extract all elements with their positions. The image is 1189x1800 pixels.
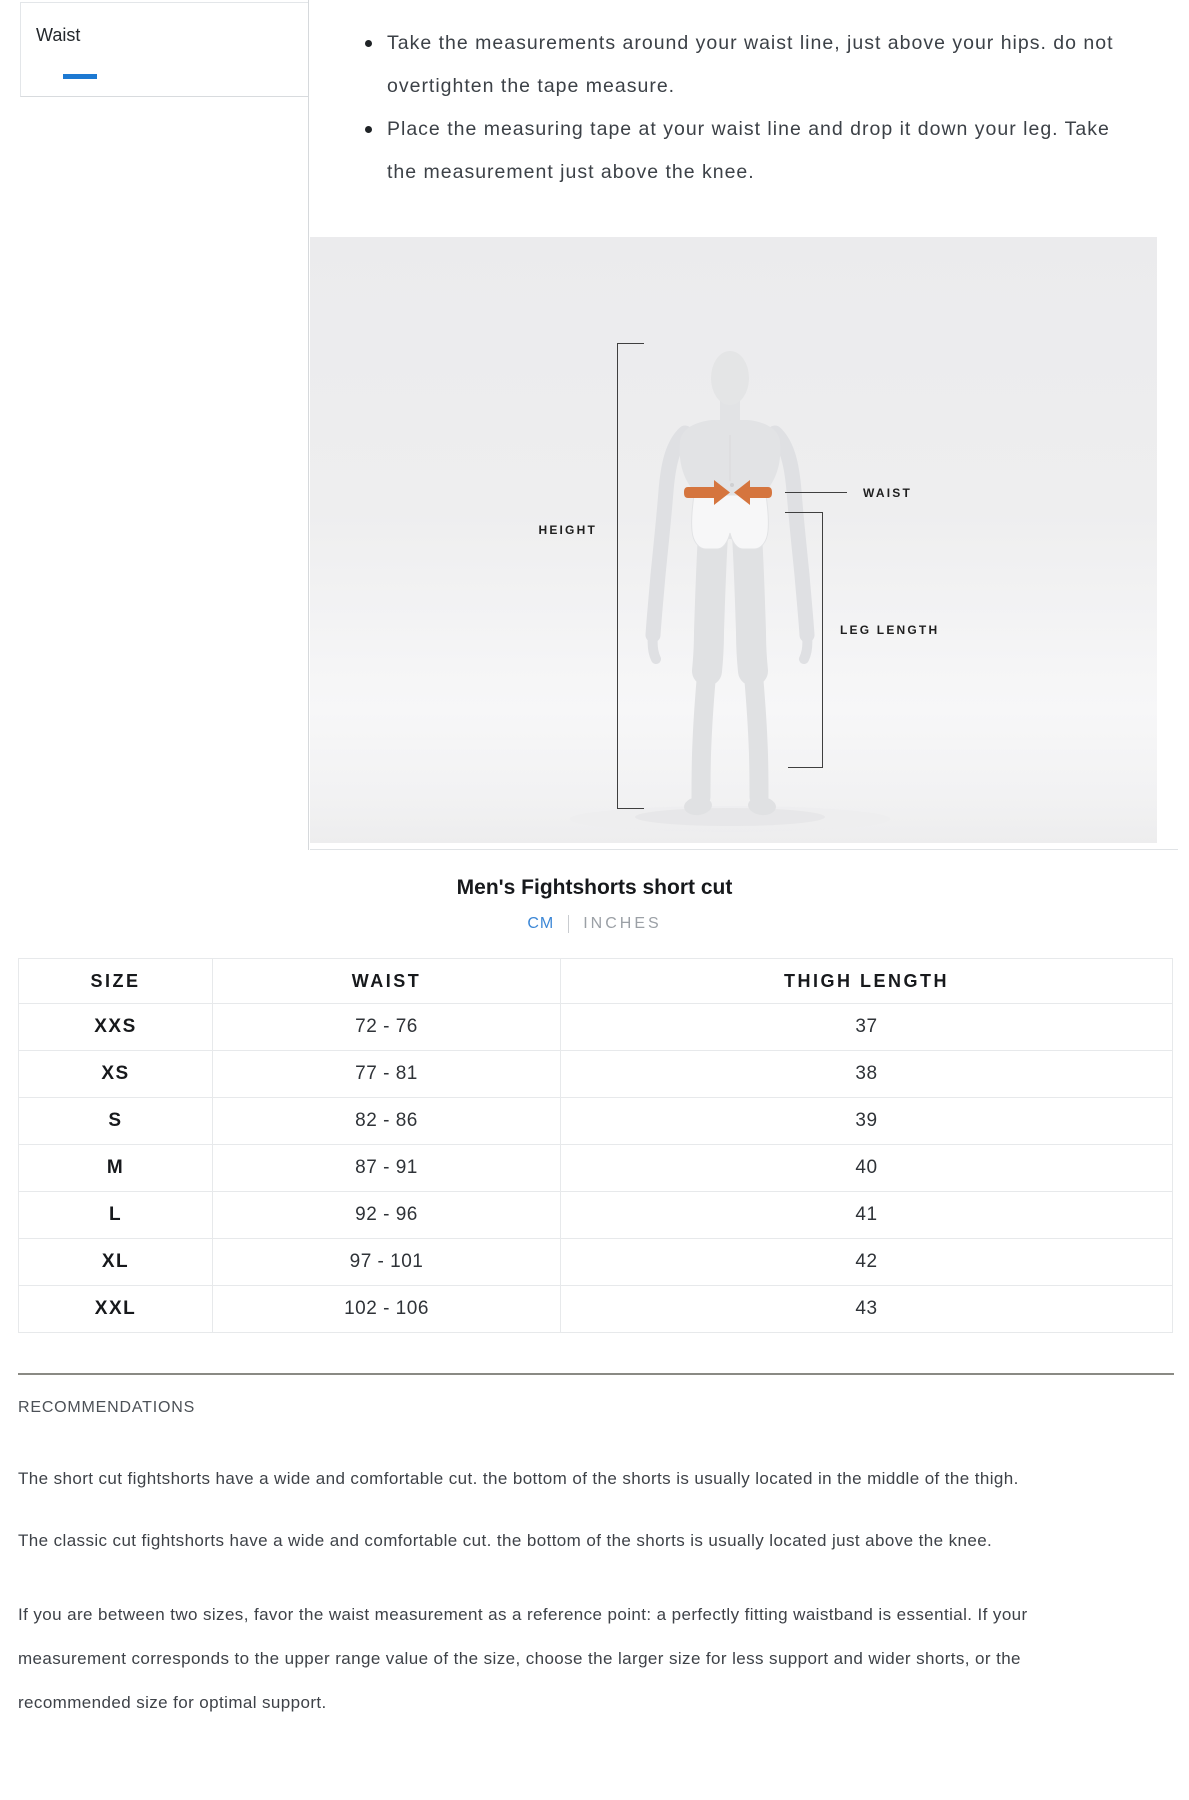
unit-cm-button[interactable]: CM: [527, 915, 555, 932]
table-header-row: [19, 959, 1173, 1004]
table-row: [19, 1004, 1173, 1051]
cell-waist: 82 - 86: [213, 1098, 561, 1145]
cell-size: L: [19, 1192, 213, 1239]
leg-length-tick-bottom: [788, 767, 822, 768]
instruction-text: Place the measuring tape at your waist line and drop it down your leg. Take the measurement just above the knee.: [387, 118, 1110, 183]
unit-inches-button[interactable]: INCHES: [583, 915, 662, 932]
recommendations-section: [0, 1397, 1189, 1725]
column-header-size: SIZE: [19, 959, 213, 1004]
column-header-waist: WAIST: [213, 959, 561, 1004]
recommendation-paragraph: The short cut fightshorts have a wide and comfortable cut. the bottom of the shorts is usually located in the middle of the thigh.: [18, 1469, 1019, 1488]
cell-waist: 102 - 106: [213, 1286, 561, 1333]
table-row: [19, 1192, 1173, 1239]
cell-thigh-length: 42: [561, 1239, 1173, 1286]
section-separator: [18, 1373, 1174, 1375]
table-row: [19, 1098, 1173, 1145]
cell-thigh-length: 38: [561, 1051, 1173, 1098]
cell-size: XXL: [19, 1286, 213, 1333]
size-table: [18, 958, 1173, 1333]
table-row: [19, 1286, 1173, 1333]
cell-thigh-length: 41: [561, 1192, 1173, 1239]
list-item: [364, 108, 1126, 194]
tab-waist-label: Waist: [36, 25, 81, 45]
panel-divider: [308, 0, 309, 850]
active-tab-indicator: [63, 74, 97, 79]
unit-toggle: [0, 914, 1189, 934]
cell-thigh-length: 37: [561, 1004, 1173, 1051]
cell-waist: 92 - 96: [213, 1192, 561, 1239]
cell-thigh-length: 39: [561, 1098, 1173, 1145]
cell-waist: 97 - 101: [213, 1239, 561, 1286]
page-title: Men's Fightshorts short cut: [456, 876, 733, 899]
cell-thigh-length: 43: [561, 1286, 1173, 1333]
height-line: [617, 343, 618, 809]
recommendation-paragraph: The classic cut fightshorts have a wide and comfortable cut. the bottom of the shorts is usually located just above the knee.: [18, 1531, 993, 1550]
cell-waist: 77 - 81: [213, 1051, 561, 1098]
cell-thigh-length: 40: [561, 1145, 1173, 1192]
tab-waist[interactable]: [20, 2, 308, 97]
waist-label: WAIST: [863, 486, 912, 500]
measurement-diagram: [310, 237, 1157, 843]
size-guide-panel: [0, 0, 1189, 850]
cell-size: XS: [19, 1051, 213, 1098]
cell-size: XL: [19, 1239, 213, 1286]
cell-size: XXS: [19, 1004, 213, 1051]
height-tick-bottom: [617, 808, 644, 809]
size-table-body: [19, 1004, 1173, 1333]
height-tick-top: [617, 343, 644, 344]
panel-bottom-border: [310, 849, 1178, 850]
mannequin-figure: [310, 237, 1157, 843]
recommendation-paragraph: If you are between two sizes, favor the waist measurement as a reference point: a perfectly fitting waistband is essential. If your measurement corresponds to the upper range value of the size, choose the larger size for less support and wider shorts, or the recommended size for optimal support.: [18, 1605, 1028, 1712]
bullet-icon: [365, 126, 372, 133]
leg-length-line: [822, 512, 823, 768]
cell-waist: 87 - 91: [213, 1145, 561, 1192]
waist-pointer-line: [785, 492, 847, 493]
table-row: [19, 1239, 1173, 1286]
leg-length-label: LEG LENGTH: [840, 623, 940, 637]
unit-toggle-divider: [568, 915, 569, 933]
leg-length-tick-top: [785, 512, 822, 513]
height-label: HEIGHT: [538, 523, 597, 537]
cell-waist: 72 - 76: [213, 1004, 561, 1051]
bullet-icon: [365, 40, 372, 47]
table-row: [19, 1051, 1173, 1098]
cell-size: S: [19, 1098, 213, 1145]
cell-size: M: [19, 1145, 213, 1192]
instruction-text: Take the measurements around your waist line, just above your hips. do not overtighten the tape measure.: [387, 32, 1114, 97]
list-item: [364, 22, 1126, 108]
column-header-thigh-length: THIGH LENGTH: [561, 959, 1173, 1004]
instruction-list: [364, 22, 1126, 194]
recommendations-heading: RECOMMENDATIONS: [18, 1399, 196, 1416]
table-row: [19, 1145, 1173, 1192]
